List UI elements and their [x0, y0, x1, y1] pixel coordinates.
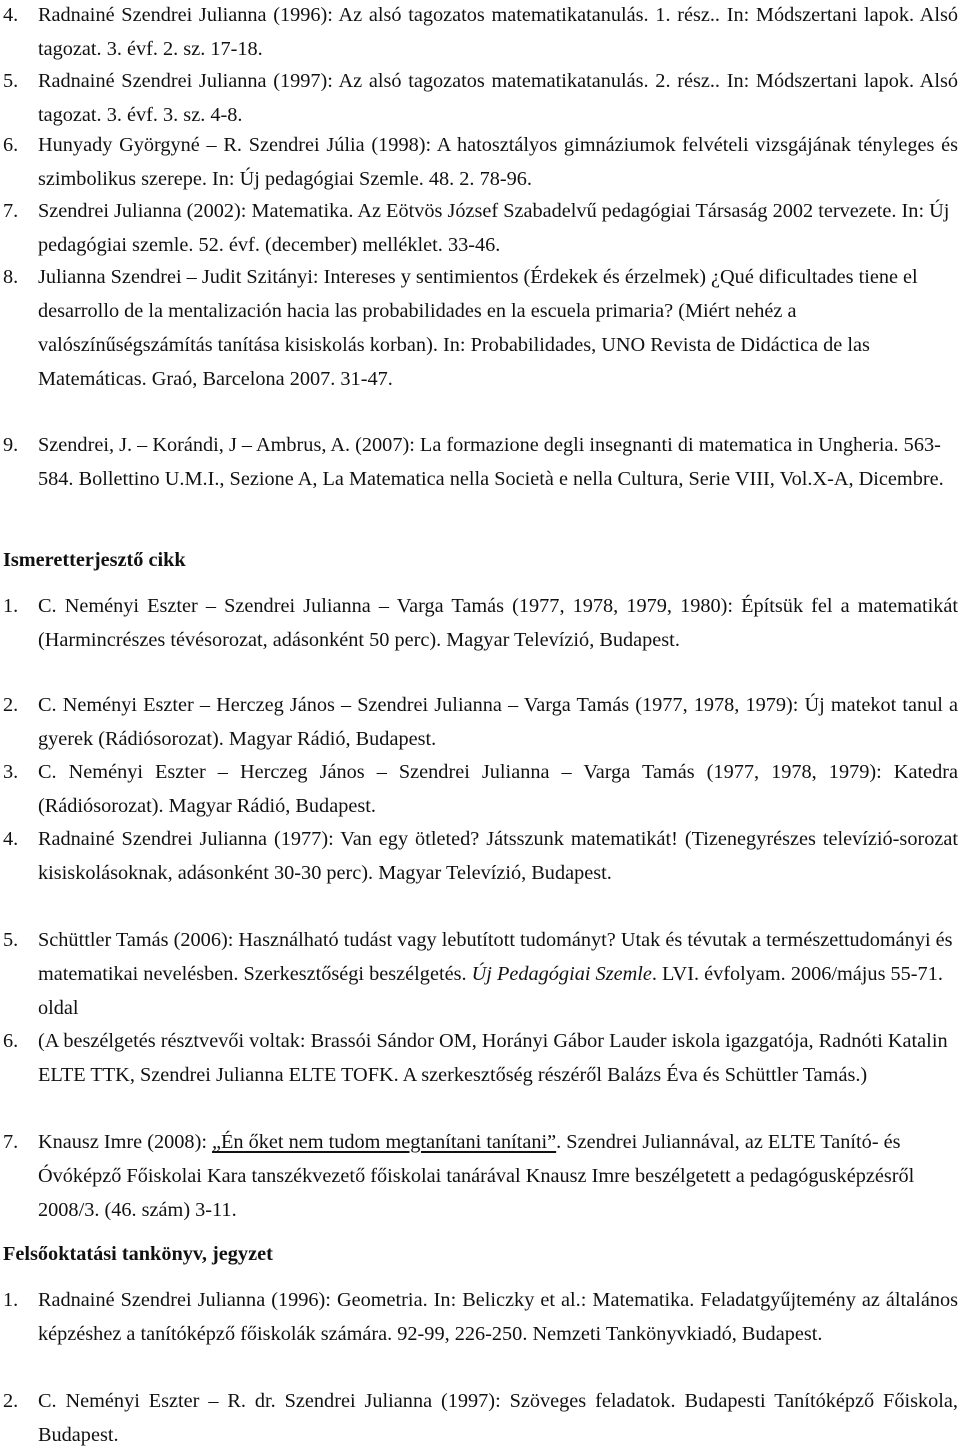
reference-item [0, 128, 958, 196]
section-heading: Felsőoktatási tankönyv, jegyzet [3, 1243, 273, 1265]
item-text: C. Neményi Eszter – Herczeg János – Szendrei Julianna – Varga Tamás (1977, 1978, 1979): Új matekot tanul a gyerek (Rádiósorozat). Magyar Rádió, Budapest. [38, 694, 958, 750]
reference-item [0, 64, 958, 132]
article-title-link: „Én őket nem tudom megtanítani tanítani” [212, 1131, 557, 1153]
item-text: Hunyady Györgyné – R. Szendrei Júlia (1998): A hatosztályos gimnáziumok felvételi vizsgájának tényleges és szimbolikus szerepe. In: Új pedagógiai Szemle. 48. 2. 78-96. [38, 134, 958, 190]
item-text: Szendrei Julianna (2002): Matematika. Az Eötvös József Szabadelvű pedagógiai Társaság 2002 tervezete. In: Új pedagógiai szemle. 52. évf. (december) melléklet. 33-46. [38, 200, 950, 256]
item-number: 2. [3, 1390, 19, 1412]
item-number: 7. [3, 200, 19, 222]
reference-item [0, 688, 958, 756]
item-text: C. Neményi Eszter – Herczeg János – Szendrei Julianna – Varga Tamás (1977, 1978, 1979): Katedra (Rádiósorozat). Magyar Rádió, Budapest. [38, 761, 958, 817]
reference-item [0, 1024, 958, 1092]
item-number: 5. [3, 929, 19, 951]
reference-item [0, 0, 958, 66]
item-number: 2. [3, 694, 19, 716]
reference-item [0, 1283, 958, 1351]
item-number: 8. [3, 266, 19, 288]
item-text: (A beszélgetés résztvevői voltak: Brassói Sándor OM, Horányi Gábor Lauder iskola igazgatója, Radnóti Katalin ELTE TTK, Szendrei Julianna ELTE TOFK. A szerkesztőség részéről Balázs Éva és Schüttler Tamás.) [38, 1030, 948, 1086]
item-number: 4. [3, 828, 19, 850]
item-text: Radnainé Szendrei Julianna (1997): Az alsó tagozatos matematikatanulás. 2. rész.. In: Módszertani lapok. Alsó tagozat. 3. évf. 3. sz. 4-8. [38, 70, 958, 126]
item-number: 4. [3, 4, 19, 26]
reference-item [0, 822, 958, 890]
reference-item [0, 755, 958, 823]
reference-item [0, 260, 958, 396]
reference-item [0, 194, 958, 262]
item-text: Szendrei, J. – Korándi, J – Ambrus, A. (2007): La formazione degli insegnanti di matematica in Ungheria. 563-584. Bollettino U.M.I., Sezione A, La Matematica nella Società e nella Cultura, Serie VIII, Vol.X-A, Dicembre. [38, 434, 944, 490]
item-text: C. Neményi Eszter – Szendrei Julianna – Varga Tamás (1977, 1978, 1979, 1980): Építsük fel a matematikát (Harmincrészes tévésorozat, adásonként 50 perc). Magyar Televízió, Budapest. [38, 595, 958, 651]
item-text: Radnainé Szendrei Julianna (1977): Van egy ötleted? Játsszunk matematikát! (Tizenegyrészes televízió-sorozat kisiskolásoknak, adásonként 30-30 perc). Magyar Televízió, Budapest. [38, 828, 958, 884]
item-number: 1. [3, 595, 19, 617]
item-text: Schüttler Tamás (2006): Használható tudást vagy lebutított tudományt? Utak és tévutak a természettudományi és matematikai nevelésben. Szerkesztőségi beszélgetés. Új Pedagógiai Szemle. LVI. évfolyam. 2006/május 55-71. oldal [38, 929, 953, 1019]
item-text: Knausz Imre (2008): „Én őket nem tudom megtanítani tanítani”. Szendrei Juliannával, az ELTE Tanító- és Óvóképző Főiskolai Kara tanszékvezető főiskolai tanárával Knausz Imre beszélgetett a pedagógusképzésről 2008/3. (46. szám) 3-11. [38, 1131, 915, 1221]
item-number: 1. [3, 1289, 19, 1311]
item-number: 9. [3, 434, 19, 456]
item-number: 3. [3, 761, 19, 783]
reference-item [0, 1384, 958, 1452]
item-text: Julianna Szendrei – Judit Szitányi: Intereses y sentimientos (Érdekek és érzelmek) ¿Qué dificultades tiene el desarrollo de la mentalización hacia las probabilidades en la escuela primaria? (Miért nehéz a valószínűségszámítás tanítása kisiskolás korban). In: Probabilidades, UNO Revista de Didáctica de las Matemáticas. Graó, Barcelona 2007. 31-47. [38, 266, 918, 390]
item-number: 6. [3, 134, 19, 156]
journal-title: Új Pedagógiai Szemle [471, 963, 652, 985]
item-number: 5. [3, 70, 19, 92]
reference-item [0, 923, 958, 1025]
item-number: 7. [3, 1131, 19, 1153]
item-text: Radnainé Szendrei Julianna (1996): Az alsó tagozatos matematikatanulás. 1. rész.. In: Módszertani lapok. Alsó tagozat. 3. évf. 2. sz. 17-18. [38, 4, 958, 60]
item-text: Radnainé Szendrei Julianna (1996): Geometria. In: Beliczky et al.: Matematika. Feladatgyűjtemény az általános képzéshez a tanítóképző főiskolák számára. 92-99, 226-250. Nemzeti Tankönyvkiadó, Budapest. [38, 1289, 958, 1345]
reference-item [0, 1125, 958, 1227]
item-number: 6. [3, 1030, 19, 1052]
item-text: C. Neményi Eszter – R. dr. Szendrei Julianna (1997): Szöveges feladatok. Budapesti Tanítóképző Főiskola, Budapest. [38, 1390, 958, 1446]
section-heading: Ismeretterjesztő cikk [3, 549, 186, 571]
reference-item [0, 428, 958, 496]
reference-item [0, 589, 958, 657]
